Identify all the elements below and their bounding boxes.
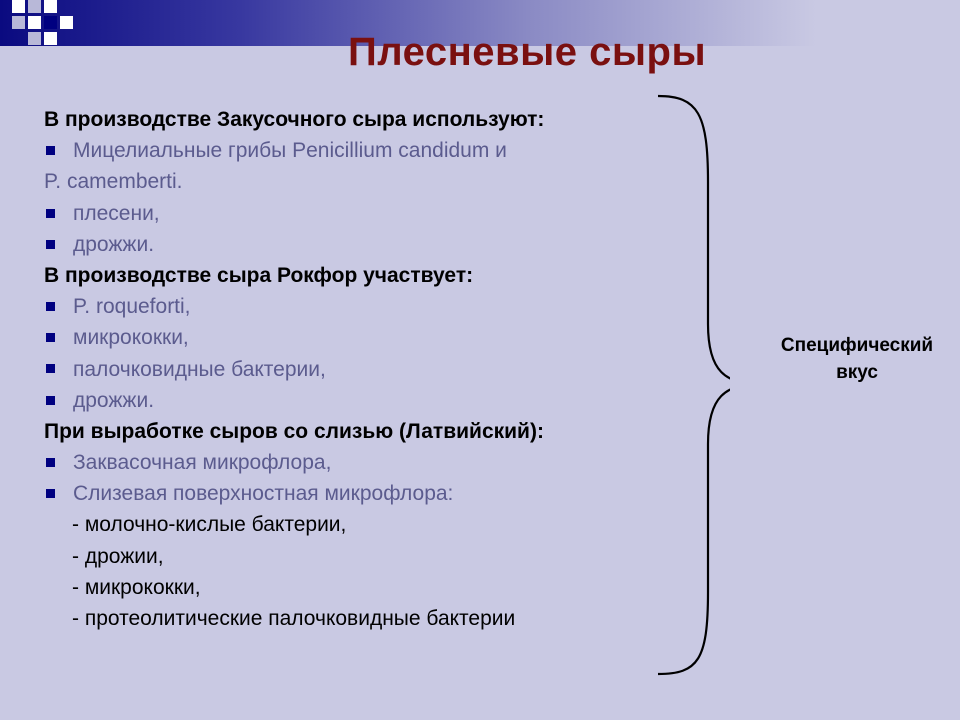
line-text: плесени, [73,201,160,225]
slide-content [44,104,704,634]
bullet-item [44,385,704,416]
bullet-item [44,447,704,478]
line-text: Заквасочная микрофлора, [73,451,332,475]
section-heading [44,104,704,135]
line-text: P. camemberti. [44,170,183,194]
bullet-item [44,198,704,229]
square-bullet-icon [46,458,55,467]
square-bullet-icon [46,302,55,311]
slide-title: Плесневые сыры [348,30,707,74]
bullet-item [44,135,704,166]
square-bullet-icon [46,146,55,155]
bullet-item [44,478,704,509]
line-text: дрожжи. [73,388,155,412]
line-text: дрожжи. [73,232,155,256]
line-text: - протеолитические палочковидные бактерии [72,607,516,630]
curly-brace-icon [650,92,730,682]
line-text: Слизевая поверхностная микрофлора: [73,482,454,506]
side-label-line1: Специфический [780,335,934,356]
section-heading [44,260,704,291]
square-bullet-icon [46,240,55,249]
line-text: - микрококки, [72,575,201,599]
specific-taste-label [752,332,960,386]
square-bullet-icon [46,364,55,373]
line-text: палочковидные бактерии, [73,357,326,381]
line-text: В производстве Закусочного сыра используют: [44,108,545,131]
side-label-line2: вкус [836,362,878,383]
sub-item [44,541,704,572]
bullet-item [44,354,704,385]
square-bullet-icon [46,396,55,405]
sub-item [44,509,704,540]
line-text: Мицелиальные грибы Penicillium candidum и [73,139,507,163]
sub-item [44,572,704,603]
square-bullet-icon [46,209,55,218]
bullet-item [44,229,704,260]
bullet-item [44,322,704,353]
square-bullet-icon [46,489,55,498]
line-text: - молочно-кислые бактерии, [72,513,347,537]
line-text: В производстве сыра Рокфор участвует: [44,263,474,287]
continuation-line [44,166,704,197]
line-text: P. roqueforti, [73,295,191,319]
sub-item [44,603,704,634]
line-text: микрококки, [73,326,189,350]
line-text: - дрожии, [72,544,164,568]
section-heading [44,416,704,447]
line-text: При выработке сыров со слизью (Латвийский): [44,419,544,443]
square-bullet-icon [46,333,55,342]
bullet-item [44,291,704,322]
